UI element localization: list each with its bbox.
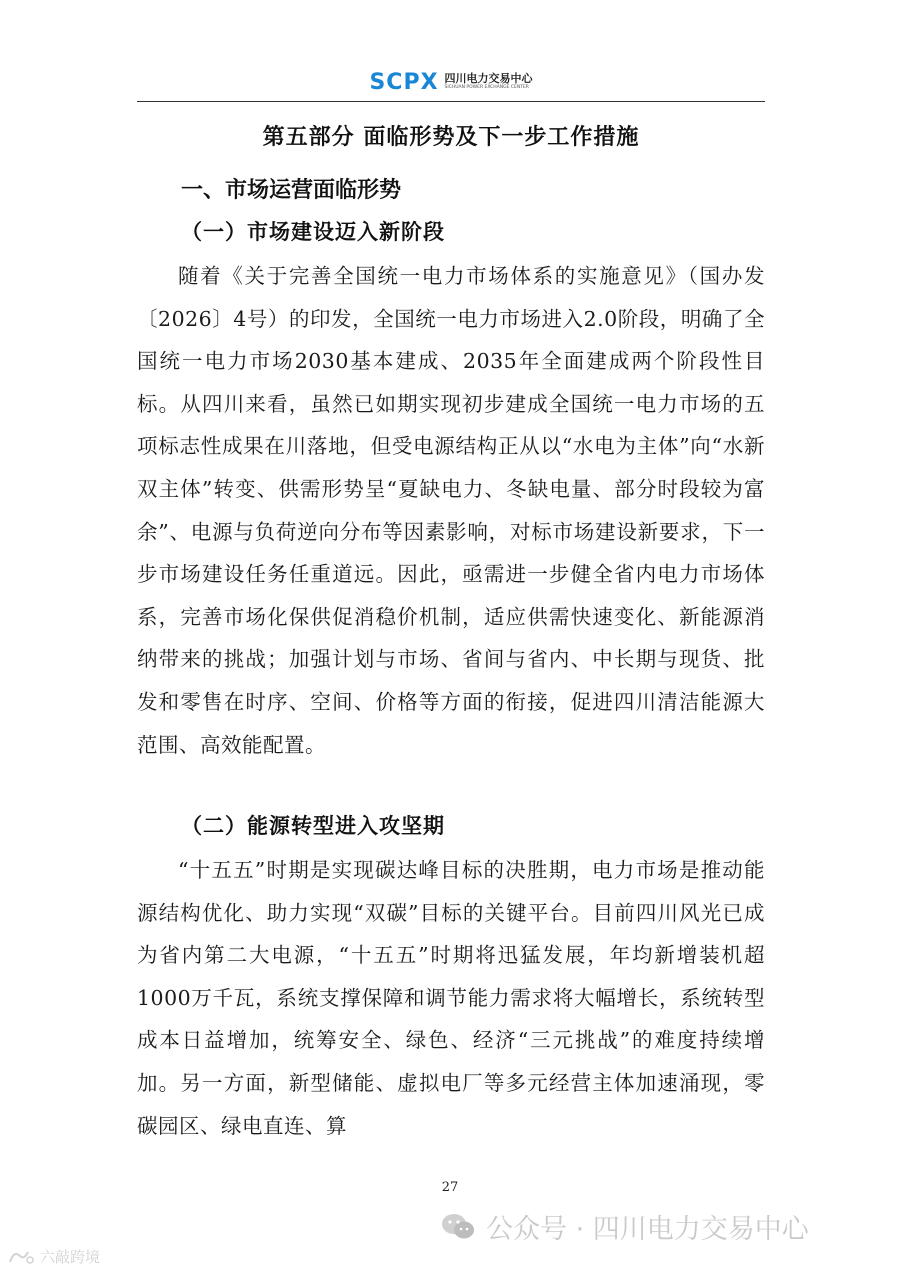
page-header xyxy=(137,62,765,102)
header-rule xyxy=(137,101,765,102)
logo-mark: SCPX xyxy=(369,69,439,95)
watermark-text: 公众号 · 四川电力交易中心 xyxy=(486,1214,809,1245)
logo-en: SICHUAN POWER EXCHANGE CENTER xyxy=(444,85,529,91)
page-title: 第五部分 面临形势及下一步工作措施 xyxy=(262,125,640,150)
corner-mark xyxy=(8,1246,100,1267)
logo-cn: 四川电力交易中心 xyxy=(444,72,533,86)
page-number: 27 xyxy=(441,1180,459,1195)
corner-mark-text: 六敲跨境 xyxy=(40,1248,101,1266)
watermark xyxy=(440,1207,809,1246)
paragraph-1: 随着《关于完善全国统一电力市场体系的实施意见》（国办发〔2026〕4号）的印发，全国统一电力市场进入2.0阶段，明确了全国统一电力市场2030基本建成、2035年全面建成两个阶段性目标。从四川来看，虽然已如期实现初步建成全国统一电力市场的五项标志性成果在川落地，但受电源结构正从以“水电为主体”向“水新双主体”转变、供需形势呈“夏缺电力、冬缺电量、部分时段较为富余”、电源与负荷逆向分布等因素影响，对标市场建设新要求，下一步市场建设任务任重道远。因此，亟需进一步健全省内电力市场体系，完善市场化保供促消稳价机制，适应供需快速变化、新能源消纳带来的挑战；加强计划与市场、省间与省内、中长期与现货、批发和零售在时序、空间、价格等方面的衔接，促进四川清洁能源大范围、高效能配置。 xyxy=(137,264,765,757)
section-heading: 一、市场运营面临形势 xyxy=(181,178,402,203)
subsection-heading-1: （一）市场建设迈入新阶段 xyxy=(181,219,445,244)
paragraph-2: “十五五”时期是实现碳达峰目标的决胜期，电力市场是推动能源结构优化、助力实现“双碳”目标的关键平台。目前四川风光已成为省内第二大电源，“十五五”时期将迅猛发展，年均新增装机超1000万千瓦，系统支撑保障和调节能力需求将大幅增长，系统转型成本日益增加，统筹安全、绿色、经济“三元挑战”的难度持续增加。另一方面，新型储能、虚拟电厂等多元经营主体加速涌现，零碳园区、绿电直连、算 xyxy=(137,858,765,1138)
subsection-heading-2: （二）能源转型进入攻坚期 xyxy=(181,813,445,838)
wechat-icon xyxy=(440,1211,476,1243)
logo-text xyxy=(445,73,533,91)
logo-mark-icon xyxy=(8,1248,34,1266)
